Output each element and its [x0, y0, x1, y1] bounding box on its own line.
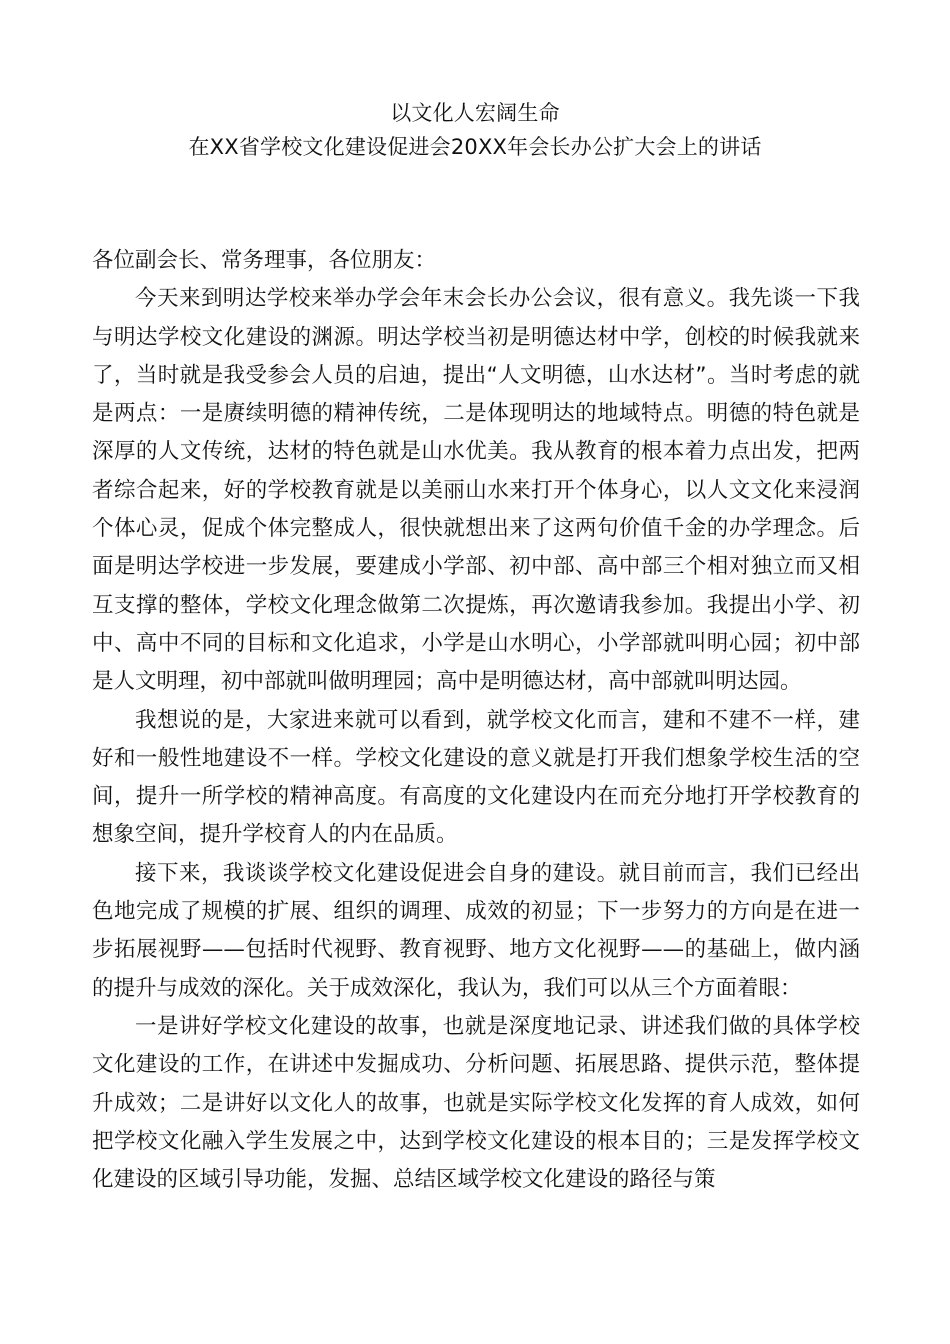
paragraph-1: 今天来到明达学校来举办学会年末会长办公会议，很有意义。我先谈一下我与明达学校文化建设的渊源。明达学校当初是明德达材中学，创校的时候我就来了，当时就是我受参会人员的启迪，提出“人文明德，山水达材”。当时考虑的就是两点：一是赓续明德的精神传统，二是体现明达的地域特点。明德的特色就是深厚的人文传统，达材的特色就是山水优美。我从教育的根本着力点出发，把两者综合起来，好的学校教育就是以美丽山水来打开个体身心，以人文文化来浸润个体心灵，促成个体完整成人，很快就想出来了这两句价值千金的办学理念。后面是明达学校进一步发展，要建成小学部、初中部、高中部三个相对独立而又相互支撑的整体，学校文化理念做第二次提炼，再次邀请我参加。我提出小学、初中、高中不同的目标和文化追求，小学是山水明心，小学部就叫明心园；初中部是人文明理，初中部就叫做明理园；高中是明德达材，高中部就叫明达园。: [92, 286, 860, 695]
salutation: 各位副会长、常务理事，各位朋友：: [92, 248, 437, 273]
paragraph-3: 接下来，我谈谈学校文化建设促进会自身的建设。就目前而言，我们已经出色地完成了规模的扩展、组织的调理、成效的初显；下一步努力的方向是在进一步拓展视野——包括时代视野、教育视野、地方文化视野——的基础上，做内涵的提升与成效的深化。关于成效深化，我认为，我们可以从三个方面着眼：: [92, 860, 860, 1001]
paragraph-4: 一是讲好学校文化建设的故事，也就是深度地记录、讲述我们做的具体学校文化建设的工作，在讲述中发掘成功、分析问题、拓展思路、提供示范，整体提升成效；二是讲好以文化人的故事，也就是实际学校文化发挥的育人成效，如何把学校文化融入学生发展之中，达到学校文化建设的根本目的；三是发挥学校文化建设的区域引导功能，发掘、总结区域学校文化建设的路径与策: [92, 1013, 860, 1193]
speech-body: [92, 242, 860, 1199]
document-subtitle: 在XX省学校文化建设促进会20XX年会长办公扩大会上的讲话: [188, 135, 762, 159]
document-title: 以文化人宏阔生命: [390, 101, 560, 125]
title-block: [0, 96, 950, 164]
paragraph-2: 我想说的是，大家进来就可以看到，就学校文化而言，建和不建不一样，建好和一般性地建设不一样。学校文化建设的意义就是打开我们想象学校生活的空间，提升一所学校的精神高度。有高度的文化建设内在而充分地打开学校教育的想象空间，提升学校育人的内在品质。: [92, 707, 860, 848]
